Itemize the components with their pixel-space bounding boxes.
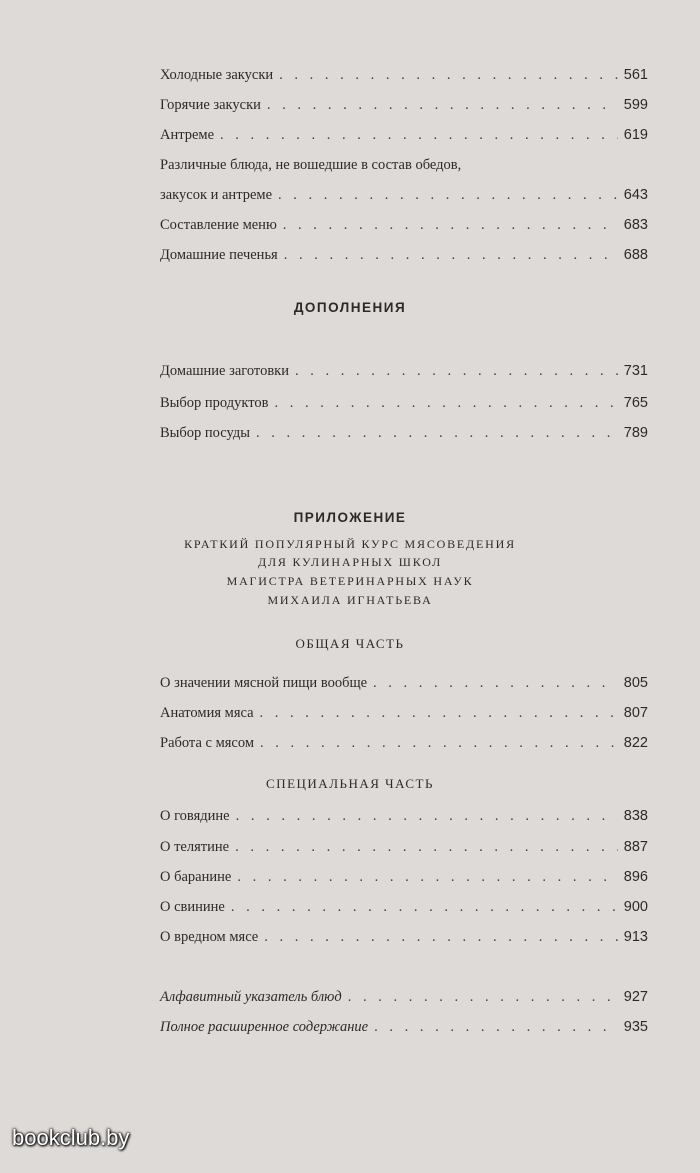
toc-entry — [160, 240, 648, 270]
toc-entry — [160, 60, 648, 90]
toc-entry-page: 688 — [623, 247, 648, 263]
toc-entry — [160, 120, 648, 150]
toc-entry-title: Холодные закуски — [160, 67, 274, 83]
toc-entry — [160, 982, 648, 1012]
toc-entry-page: 838 — [623, 808, 648, 824]
toc-entry-page: 896 — [623, 869, 648, 885]
toc-entry-title: Антреме — [160, 127, 215, 143]
toc-entry-title: Выбор продуктов — [160, 395, 269, 411]
toc-entry — [160, 728, 648, 758]
toc-entry — [160, 90, 648, 120]
toc-entry-title: О значении мясной пищи вообще — [160, 675, 368, 691]
toc-entry — [160, 862, 648, 892]
special-part-heading: СПЕЦИАЛЬНАЯ ЧАСТЬ — [266, 776, 434, 791]
toc-entry-page: 789 — [623, 425, 648, 441]
toc-entry-page: 643 — [623, 187, 648, 203]
toc-entry-page: 805 — [623, 675, 648, 691]
supplements-heading: ДОПОЛНЕНИЯ — [293, 300, 407, 315]
toc-entry-page: 807 — [623, 705, 648, 721]
toc-entry-title-line1: Различные блюда, не вошедшие в состав обедов, — [160, 157, 462, 173]
dot-leader — [373, 668, 618, 698]
toc-entry — [160, 1012, 648, 1042]
toc-entry-page: 822 — [623, 735, 648, 751]
toc-entry-title: О телятине — [160, 839, 230, 855]
toc-entry — [160, 356, 648, 386]
appendix-subtitle-line: ДЛЯ КУЛИНАРНЫХ ШКОЛ — [257, 555, 443, 569]
toc-entry-title: О говядине — [160, 808, 230, 824]
toc-entry-page: 887 — [623, 839, 648, 855]
dot-leader — [235, 832, 618, 862]
general-part-heading: ОБЩАЯ ЧАСТЬ — [295, 636, 405, 651]
dot-leader — [220, 120, 618, 150]
toc-entry-title: Домашние печенья — [160, 247, 278, 263]
toc-entry-page: 731 — [623, 363, 648, 379]
dot-leader — [236, 801, 618, 831]
dot-leader — [284, 240, 618, 270]
appendix-subtitle-line: КРАТКИЙ ПОПУЛЯРНЫЙ КУРС МЯСОВЕДЕНИЯ — [184, 537, 516, 551]
toc-entry — [160, 922, 648, 952]
toc-entry-page: 913 — [623, 929, 648, 945]
toc-entry-page: 927 — [623, 989, 648, 1005]
toc-entry-page: 900 — [623, 899, 648, 915]
toc-entry-title: Домашние заготовки — [160, 363, 289, 379]
toc-entry — [160, 210, 648, 240]
toc-entry — [160, 892, 648, 922]
toc-entry-title: Горячие закуски — [160, 97, 261, 113]
dot-leader — [295, 356, 618, 386]
toc-entry-title-line2: закусок и антреме — [160, 187, 272, 203]
dot-leader — [231, 892, 618, 922]
toc-entry-title: Работа с мясом — [160, 735, 255, 751]
toc-entry-title: Составление меню — [160, 217, 277, 233]
toc-entry — [160, 801, 648, 831]
toc-entry — [160, 180, 648, 210]
toc-entry-title: Анатомия мяса — [160, 705, 254, 721]
dot-leader — [374, 1012, 618, 1042]
toc-entry-page: 599 — [623, 97, 648, 113]
toc-entry-title: Выбор посуды — [160, 425, 250, 441]
dot-leader — [256, 418, 618, 448]
appendix-subtitle-line: МАГИСТРА ВЕТЕРИНАРНЫХ НАУК — [226, 574, 474, 588]
toc-entry — [160, 832, 648, 862]
dot-leader — [237, 862, 617, 892]
dot-leader — [279, 60, 618, 90]
toc-entry-page: 935 — [623, 1019, 648, 1035]
toc-entry-title: Полное расширенное содержание — [160, 1019, 369, 1035]
toc-entry-page: 561 — [623, 67, 648, 83]
toc-entry-page: 765 — [623, 395, 648, 411]
dot-leader — [260, 728, 618, 758]
toc-entry-title: О вредном мясе — [160, 929, 259, 945]
toc-entry-page: 619 — [623, 127, 648, 143]
toc-entry-page: 683 — [623, 217, 648, 233]
appendix-heading: ПРИЛОЖЕНИЕ — [293, 510, 407, 525]
toc-entry — [160, 388, 648, 418]
toc-entry — [160, 668, 648, 698]
dot-leader — [267, 90, 618, 120]
dot-leader — [283, 210, 618, 240]
dot-leader — [260, 698, 618, 728]
toc-entry-title: О баранине — [160, 869, 232, 885]
dot-leader — [264, 922, 618, 952]
dot-leader — [278, 180, 618, 210]
toc-entry — [160, 698, 648, 728]
dot-leader — [274, 388, 617, 418]
toc-entry — [160, 418, 648, 448]
toc-entry-title: О свинине — [160, 899, 225, 915]
appendix-subtitle-line: МИХАИЛА ИГНАТЬЕВА — [267, 593, 433, 607]
site-watermark: bookclub.by — [12, 1125, 130, 1150]
dot-leader — [348, 982, 618, 1012]
toc-entry-title: Алфавитный указатель блюд — [160, 989, 342, 1005]
